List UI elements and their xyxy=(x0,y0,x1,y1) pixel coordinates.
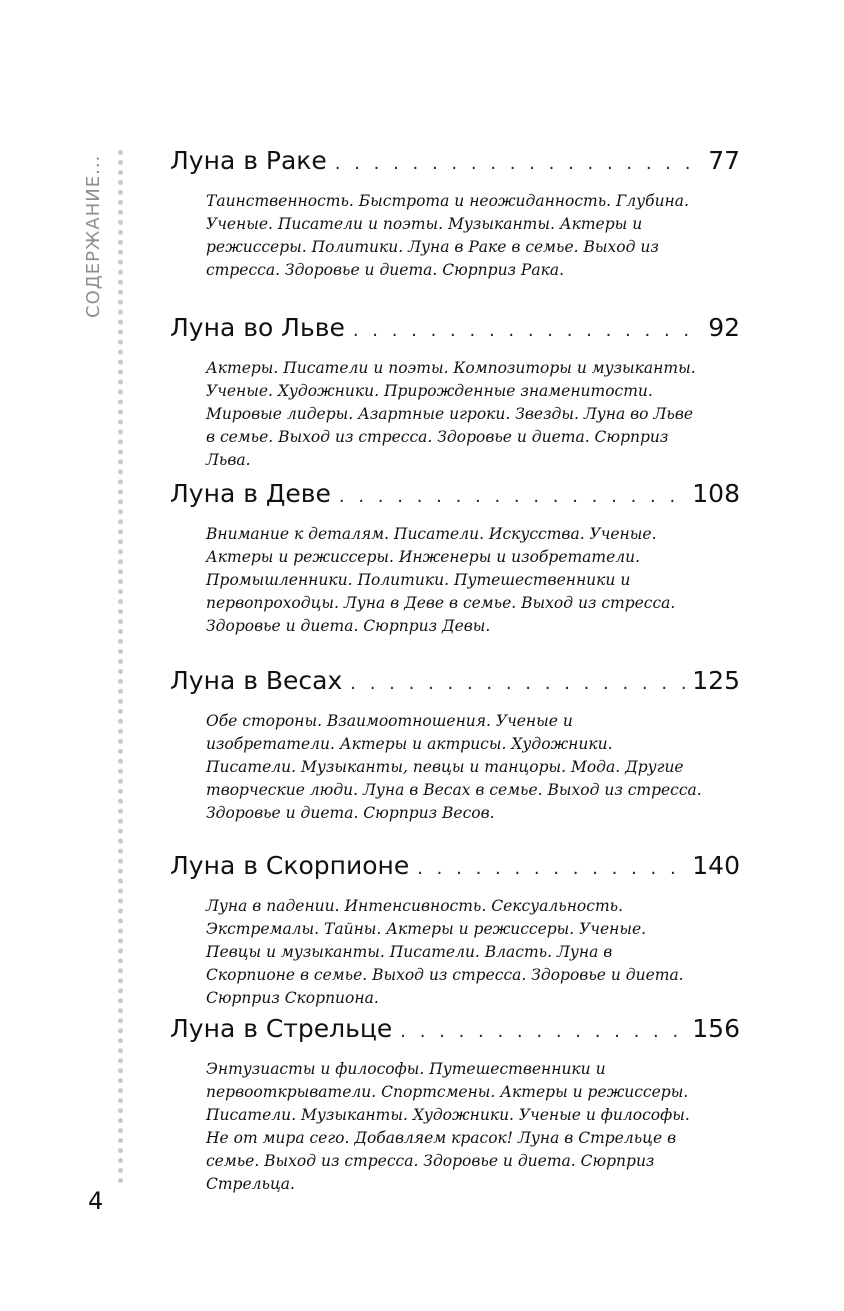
toc-page-ref: 92 xyxy=(708,313,740,342)
toc-title: Луна во Льве xyxy=(170,313,345,342)
toc-page-ref: 108 xyxy=(692,479,740,508)
dot-leader xyxy=(335,148,704,180)
toc-entry xyxy=(170,850,740,1010)
toc-heading[interactable] xyxy=(170,665,740,700)
toc-entry xyxy=(170,312,740,472)
toc-heading[interactable] xyxy=(170,478,740,513)
page-number: 4 xyxy=(88,1187,104,1215)
toc-heading[interactable] xyxy=(170,312,740,347)
dot-leader xyxy=(417,853,688,885)
toc-page-ref: 156 xyxy=(692,1014,740,1043)
toc-page-ref: 125 xyxy=(692,666,740,695)
toc-description: Луна в падении. Интенсивность. Сексуальность. Экстремалы. Тайны. Актеры и режиссеры. Ученые. Певцы и музыканты. Писатели. Власть. Луна в Скорпионе в семье. Выход из стресса. Здоровье и диета. Сюрприз Скорпиона. xyxy=(206,897,684,1007)
toc-heading[interactable] xyxy=(170,145,740,180)
toc-title: Луна в Раке xyxy=(170,146,327,175)
toc-heading[interactable] xyxy=(170,1013,740,1048)
toc-description: Актеры. Писатели и поэты. Композиторы и музыканты. Ученые. Художники. Прирожденные знаменитости. Мировые лидеры. Азартные игроки. Звезды. Луна во Льве в семье. Выход из стресса. Здоровье и диета. Сюрприз Льва. xyxy=(206,359,696,469)
toc-entry xyxy=(170,478,740,638)
dot-leader xyxy=(350,668,688,700)
toc-page-ref: 77 xyxy=(708,146,740,175)
toc-description: Обе стороны. Взаимоотношения. Ученые и изобретатели. Актеры и актрисы. Художники. Писатели. Музыканты, певцы и танцоры. Мода. Другие творческие люди. Луна в Весах в семье. Выход из стресса. Здоровье и диета. Сюрприз Весов. xyxy=(206,712,702,822)
dot-leader xyxy=(339,481,688,513)
toc-description: Внимание к деталям. Писатели. Искусства. Ученые. Актеры и режиссеры. Инженеры и изобретатели. Промышленники. Политики. Путешественники и первопроходцы. Луна в Деве в семье. Выход из стресса. Здоровье и диета. Сюрприз Девы. xyxy=(206,525,676,635)
toc-heading[interactable] xyxy=(170,850,740,885)
dotted-divider xyxy=(118,150,123,1184)
toc-description: Энтузиасты и философы. Путешественники и первооткрыватели. Спортсмены. Актеры и режиссеры. Писатели. Музыканты. Художники. Ученые и философы. Не от мира сего. Добавляем красок! Луна в Стрельце в семье. Выход из стресса. Здоровье и диета. Сюрприз Стрельца. xyxy=(206,1060,690,1193)
toc-title: Луна в Деве xyxy=(170,479,331,508)
dot-leader xyxy=(400,1016,688,1048)
toc-title: Луна в Скорпионе xyxy=(170,851,410,880)
toc-entry xyxy=(170,665,740,825)
toc-entry xyxy=(170,1013,740,1196)
toc-entry xyxy=(170,145,740,282)
section-label: СОДЕРЖАНИЕ... xyxy=(83,154,104,318)
toc-title: Луна в Весах xyxy=(170,666,343,695)
toc-title: Луна в Стрельце xyxy=(170,1014,393,1043)
toc-page-ref: 140 xyxy=(692,851,740,880)
dot-leader xyxy=(353,315,704,347)
toc-description: Таинственность. Быстрота и неожиданность. Глубина. Ученые. Писатели и поэты. Музыканты. Актеры и режиссеры. Политики. Луна в Раке в семье. Выход из стресса. Здоровье и диета. Сюрприз Рака. xyxy=(206,192,689,279)
